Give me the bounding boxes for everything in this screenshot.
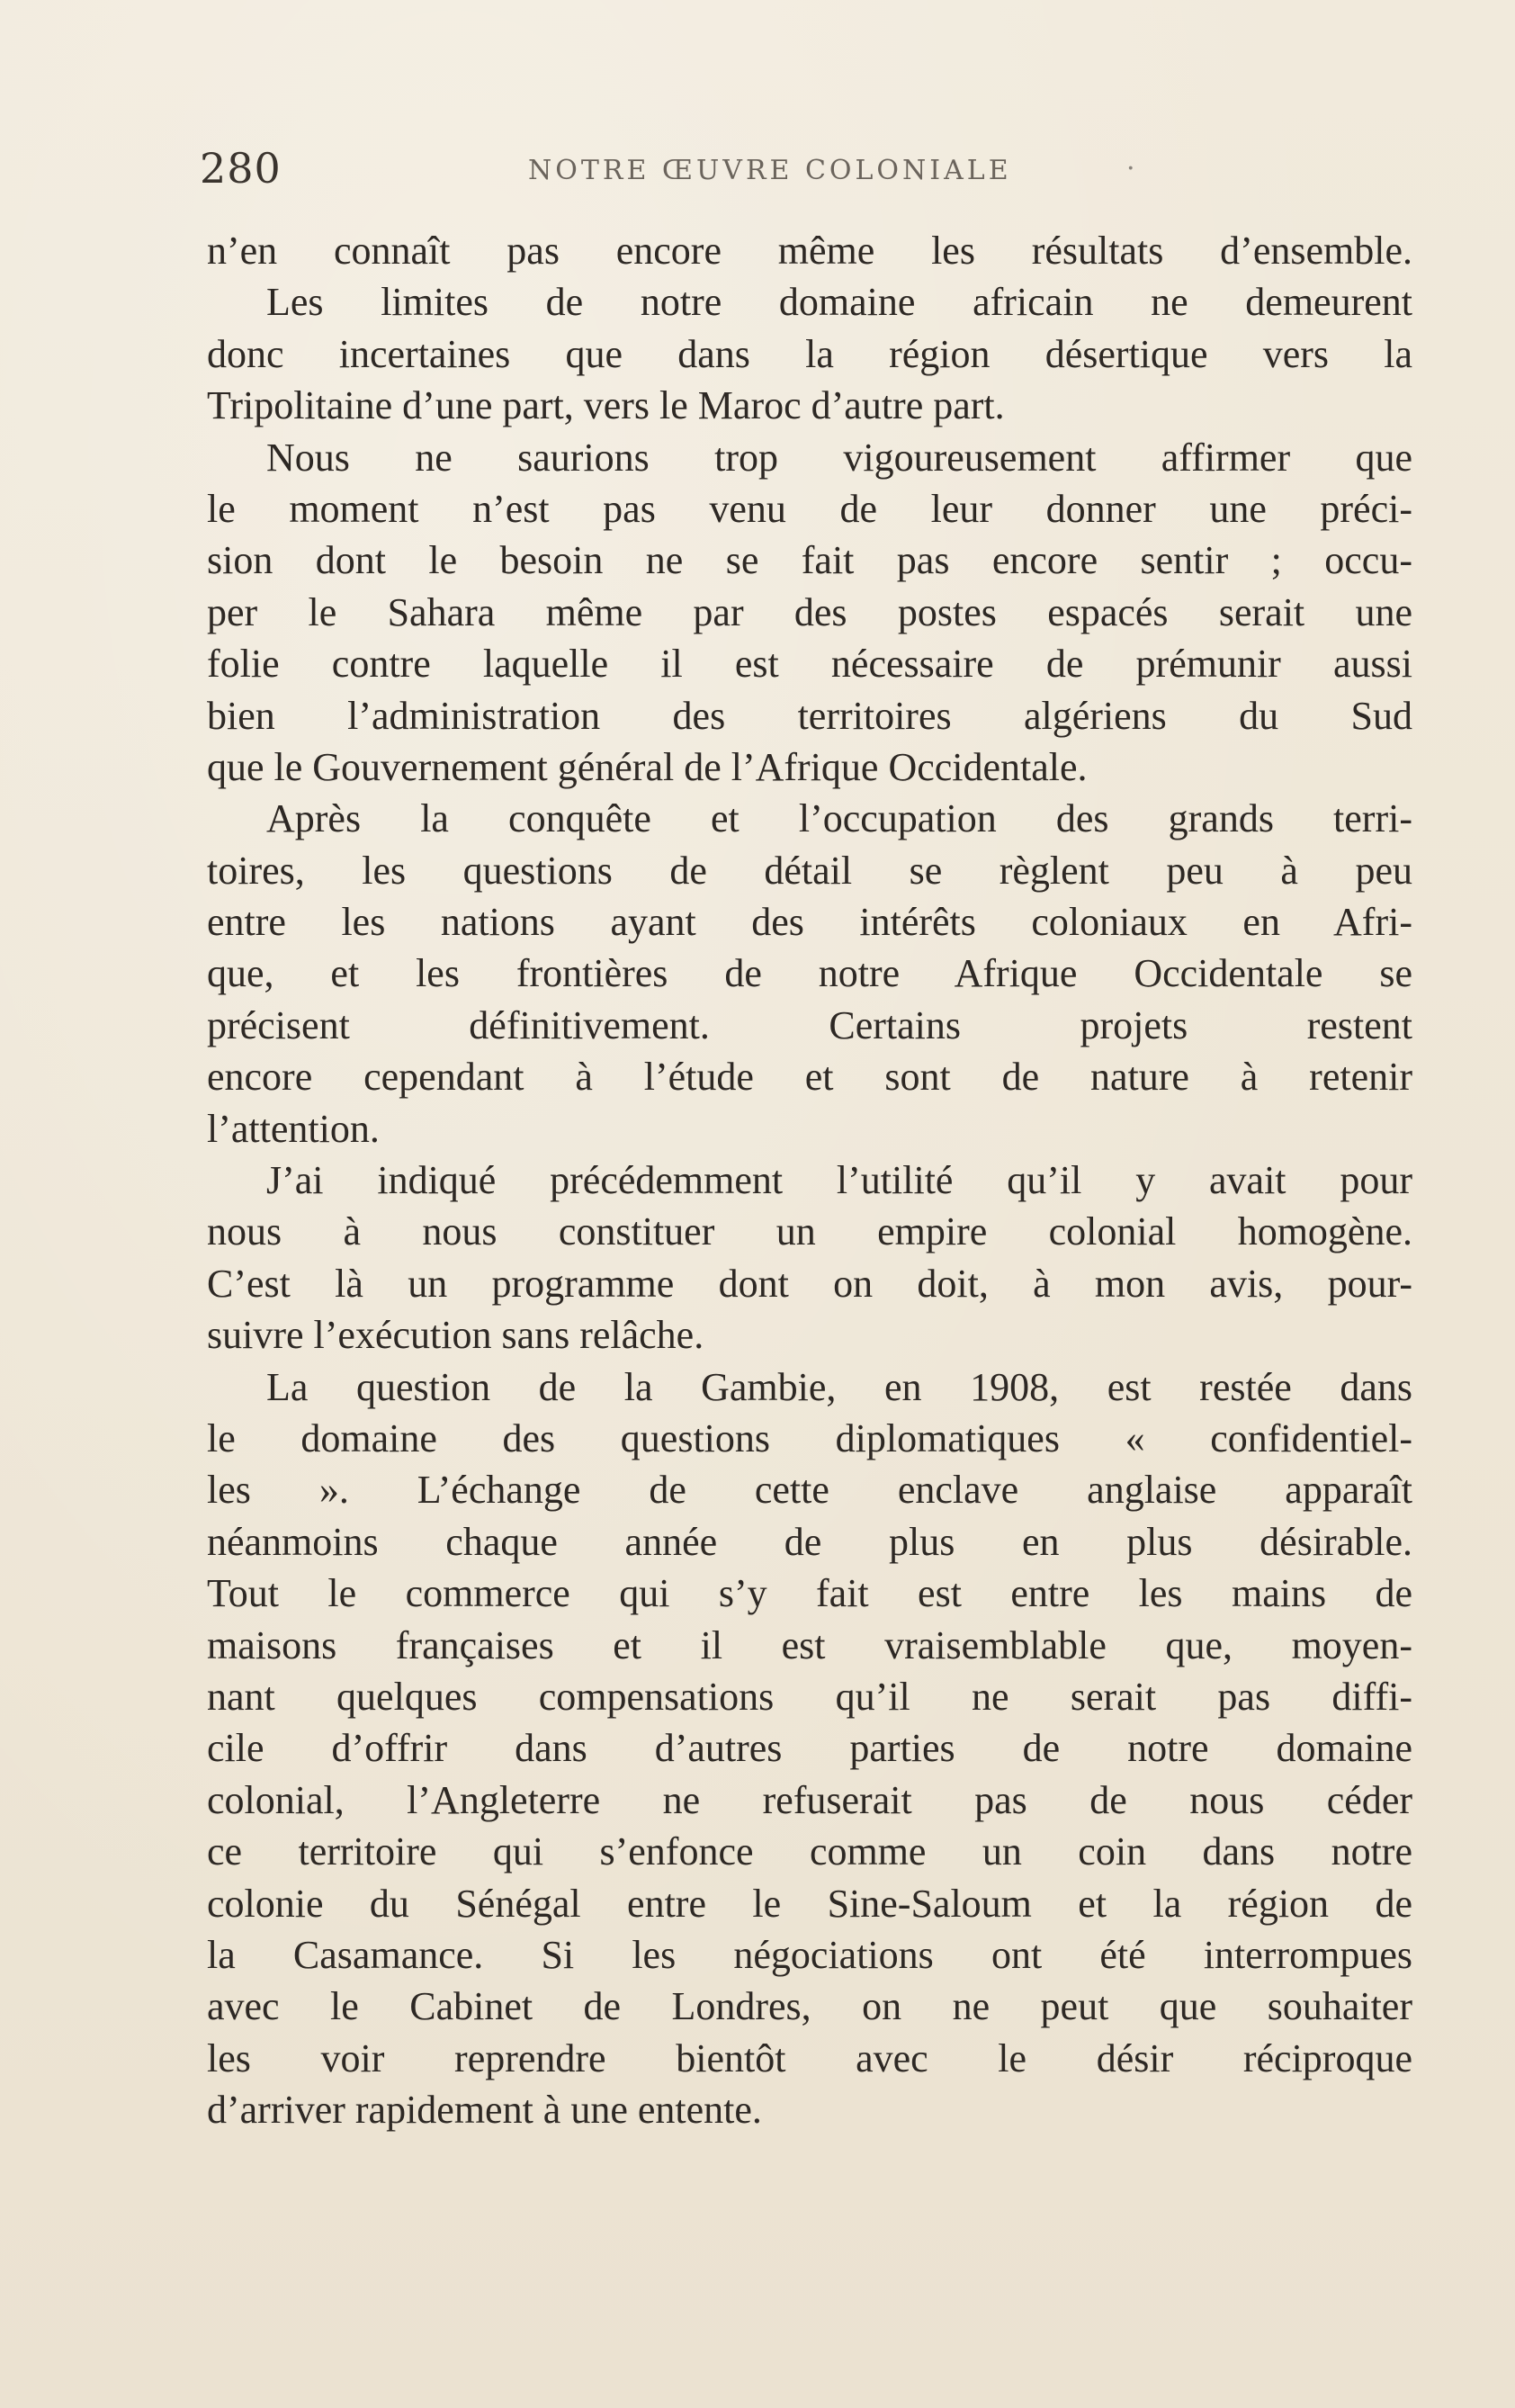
text-line: nous à nous constituer un empire colonial homogène. [207, 1209, 1412, 1254]
text-line: précisent définitivement. Certains projets restent [207, 1002, 1412, 1047]
text-line: colonial, l’Angleterre ne refuserait pas de nous céder [207, 1777, 1412, 1822]
body-text [207, 225, 1412, 2135]
text-line: per le Sahara même par des postes espacés serait une [207, 589, 1412, 634]
text-line: colonie du Sénégal entre le Sine-Saloum et la région de [207, 1881, 1412, 1926]
text-line: Tripolitaine d’une part, vers le Maroc d’autre part. [207, 383, 1005, 428]
text-line: n’en connaît pas encore même les résultats d’ensemble. [207, 229, 1412, 273]
header-ornament: · [1126, 153, 1135, 184]
text-line: C’est là un programme dont on doit, à mon avis, pour- [207, 1261, 1412, 1306]
text-line: ce territoire qui s’enfonce comme un coin dans notre [207, 1829, 1412, 1874]
page-header [200, 144, 1377, 198]
text-line: sion dont le besoin ne se fait pas encore sentir ; occu- [207, 538, 1412, 583]
page-number: 280 [200, 144, 282, 193]
text-line: néanmoins chaque année de plus en plus désirable. [207, 1519, 1412, 1564]
text-line: entre les nations ayant des intérêts coloniaux en Afri- [207, 900, 1412, 945]
text-line: que, et les frontières de notre Afrique Occidentale se [207, 951, 1412, 996]
text-line: avec le Cabinet de Londres, on ne peut que souhaiter [207, 1984, 1412, 2029]
text-line: Nous ne saurions trop vigoureusement affirmer que [266, 435, 1412, 480]
text-line: suivre l’exécution sans relâche. [207, 1313, 704, 1358]
text-line: que le Gouvernement général de l’Afrique Occidentale. [207, 744, 1088, 789]
text-line: donc incertaines que dans la région désertique vers la [207, 331, 1412, 376]
text-line: Tout le commerce qui s’y fait est entre les mains de [207, 1571, 1412, 1616]
text-line: la Casamance. Si les négociations ont été interrompues [207, 1932, 1412, 1977]
text-line: Après la conquête et l’occupation des grands terri- [266, 796, 1412, 841]
text-line: le domaine des questions diplomatiques « confidentiel- [207, 1415, 1412, 1460]
text-line: J’ai indiqué précédemment l’utilité qu’il y avait pour [266, 1158, 1412, 1203]
text-line: cile d’offrir dans d’autres parties de notre domaine [207, 1726, 1412, 1771]
text-line: encore cependant à l’étude et sont de nature à retenir [207, 1055, 1412, 1100]
text-line: l’attention. [207, 1106, 380, 1151]
text-line: bien l’administration des territoires algériens du Sud [207, 693, 1412, 738]
text-line: toires, les questions de détail se règlent peu à peu [207, 848, 1412, 893]
text-line: Les limites de notre domaine africain ne demeurent [266, 280, 1412, 325]
text-line: d’arriver rapidement à une entente. [207, 2088, 762, 2133]
text-line: maisons françaises et il est vraisemblable que, moyen- [207, 1622, 1412, 1667]
text-line: La question de la Gambie, en 1908, est restée dans [266, 1364, 1412, 1409]
running-title: NOTRE ŒUVRE COLONIALE [528, 155, 1012, 186]
text-line: les voir reprendre bientôt avec le désir réciproque [207, 2035, 1412, 2080]
text-line: le moment n’est pas venu de leur donner une préci- [207, 486, 1412, 531]
text-line: folie contre laquelle il est nécessaire de prémunir aussi [207, 642, 1412, 687]
text-line: les ». L’échange de cette enclave anglaise apparaît [207, 1468, 1412, 1513]
text-line: nant quelques compensations qu’il ne serait pas diffi- [207, 1674, 1412, 1719]
